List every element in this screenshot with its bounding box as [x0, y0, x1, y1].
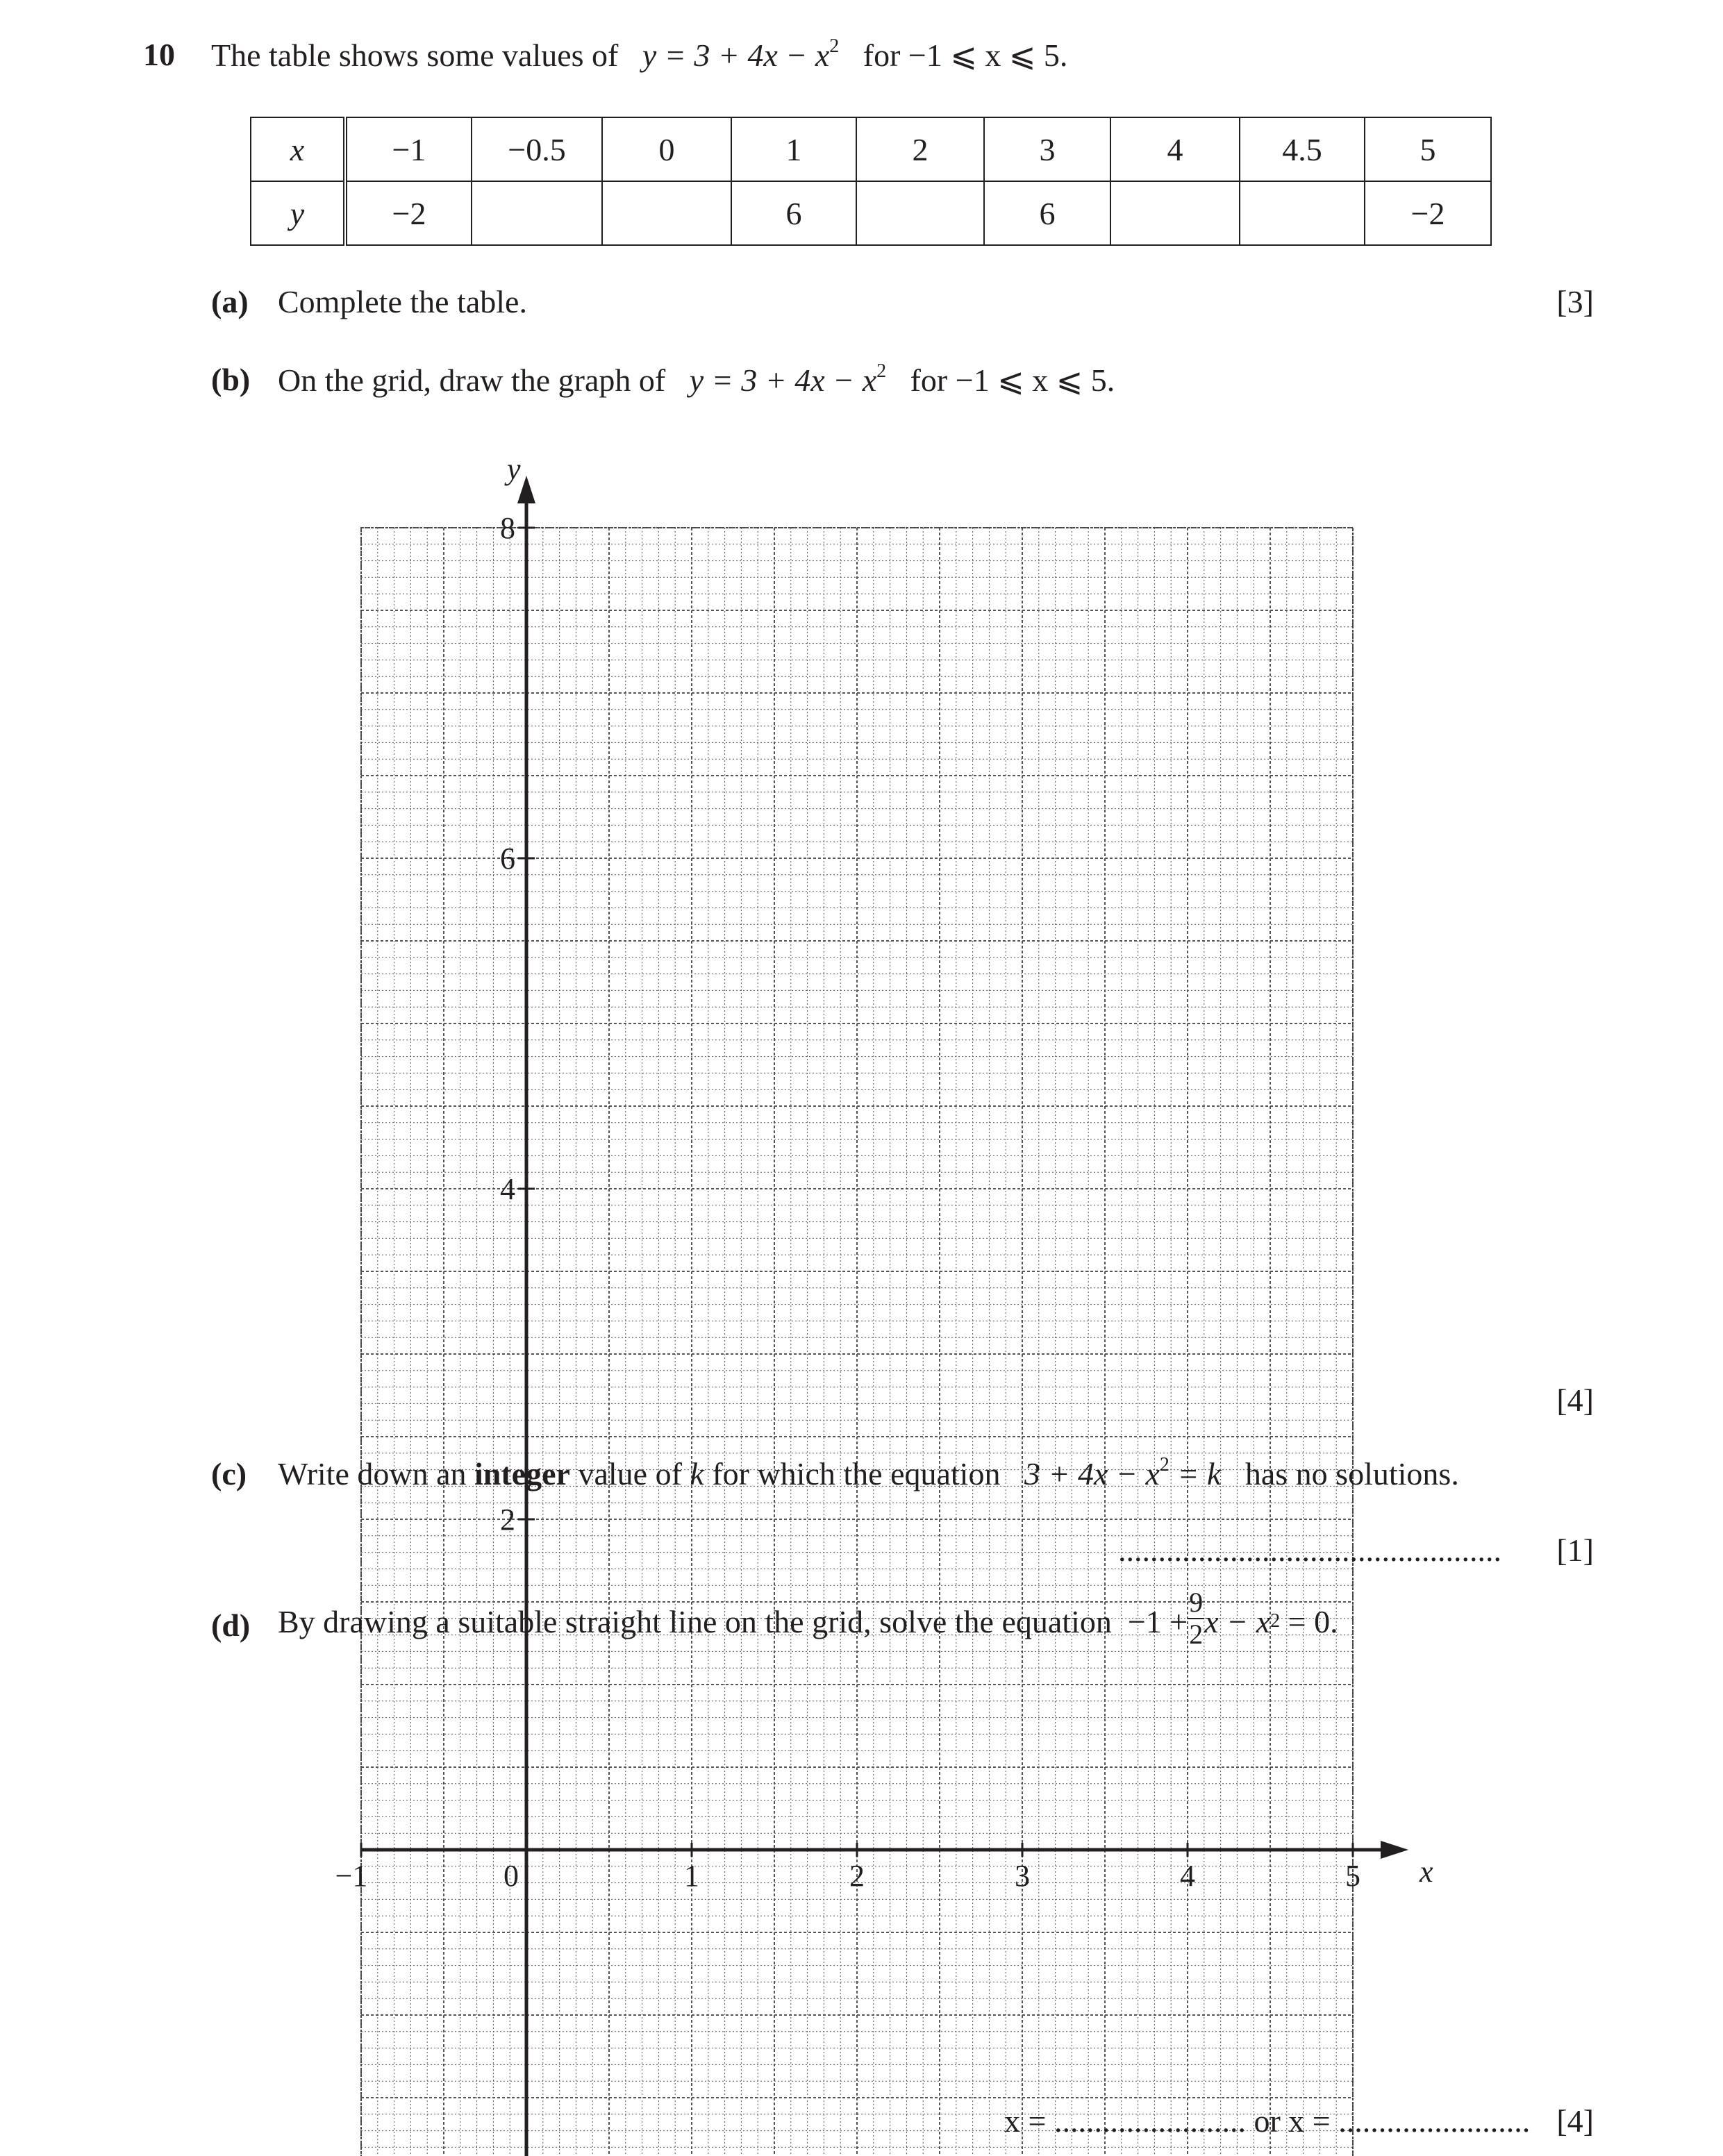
answer-x2[interactable]: x = ........................ — [1288, 2103, 1531, 2139]
table-cell: −1 — [345, 117, 472, 181]
part-b-marks: [4] — [1556, 1382, 1594, 1418]
part-a-text: Complete the table. — [278, 284, 527, 319]
x-tick-label: −1 — [335, 1859, 368, 1893]
y-tick-label: 2 — [500, 1503, 515, 1537]
part-b-text: On the grid, draw the graph of $y = 3 + 4x - x^2$ for −1 ⩽ x ⩽ 5. — [278, 360, 1115, 398]
answer-x1[interactable]: x = ........................ — [1004, 2103, 1246, 2139]
intro-equation: y = 3 + 4x − x — [642, 37, 830, 73]
table-cell: 4.5 — [1240, 117, 1365, 181]
table-cell-blank[interactable] — [1110, 181, 1240, 245]
table-cell: 1 — [731, 117, 856, 181]
table-row-x — [251, 117, 1491, 181]
part-b-instruction: On the grid, draw the graph of — [278, 362, 666, 398]
part-c-var: k — [690, 1456, 704, 1491]
part-c-bold: integer — [474, 1456, 570, 1491]
table-cell-blank[interactable] — [1240, 181, 1365, 245]
x-tick-label: 1 — [684, 1859, 699, 1893]
part-d-eq-mid: x − x — [1204, 1603, 1271, 1639]
part-d-label: (d) — [211, 1607, 251, 1643]
table-cell: 0 — [602, 117, 731, 181]
table-y-label: y — [251, 181, 345, 245]
values-table — [250, 117, 1492, 246]
x-tick-label: 5 — [1345, 1859, 1360, 1893]
question-intro: The table shows some values of $y = 3 + 4x - x^2$ for −1 ⩽ x ⩽ 5. — [211, 35, 1068, 73]
part-c-equation: 3 + 4x − x — [1024, 1456, 1160, 1491]
table-cell: −2 — [345, 181, 472, 245]
y-tick-label: 6 — [500, 842, 515, 876]
y-tick-label: 8 — [500, 511, 515, 545]
table-cell: 4 — [1110, 117, 1240, 181]
fraction-numerator: 9 — [1189, 1587, 1204, 1618]
table-cell: 6 — [731, 181, 856, 245]
part-c-text-4: has no solutions. — [1245, 1456, 1459, 1491]
part-c-text-3: for which the equation — [712, 1456, 1001, 1491]
question-number: 10 — [143, 37, 175, 72]
part-a-label: (a) — [211, 284, 249, 319]
part-d-eq-end: = 0. — [1288, 1603, 1338, 1639]
part-b-equation: y = 3 + 4x − x — [689, 362, 877, 398]
part-c-marks: [1] — [1556, 1532, 1594, 1568]
y-tick-label: 4 — [500, 1172, 515, 1206]
part-c-text: Write down an integer value of k for which the equation $3 + 4x - x^2 = k$ has no solutions. — [278, 1454, 1459, 1491]
part-b-range: for −1 ⩽ x ⩽ 5. — [910, 362, 1115, 398]
fraction-denominator: 2 — [1189, 1619, 1204, 1650]
x-axis-label: x — [1420, 1855, 1433, 1889]
x-tick-label: 3 — [1015, 1859, 1030, 1893]
part-d-instruction: By drawing a suitable straight line on the grid, solve the equation — [278, 1603, 1112, 1639]
table-cell: −2 — [1365, 181, 1491, 245]
table-row-y — [251, 181, 1491, 245]
x-tick-label: 2 — [849, 1859, 865, 1893]
table-cell: 3 — [984, 117, 1110, 181]
table-x-label: x — [251, 117, 345, 181]
axes — [361, 476, 1408, 2156]
table-cell: 2 — [856, 117, 984, 181]
table-cell-blank[interactable] — [856, 181, 984, 245]
part-b-label: (b) — [211, 362, 251, 397]
part-d-fraction — [1188, 1589, 1204, 1648]
intro-range: for −1 ⩽ x ⩽ 5. — [863, 37, 1068, 73]
part-c-answer-line[interactable]: ................................................ — [1118, 1532, 1501, 1568]
part-c-text-1: Write down an — [278, 1456, 467, 1491]
part-d-eq-start: −1 + — [1127, 1603, 1188, 1639]
table-cell: 5 — [1365, 117, 1491, 181]
x-tick-label: 0 — [503, 1859, 519, 1893]
answer-or: or — [1254, 2103, 1281, 2139]
y-axis-label: y — [507, 452, 521, 486]
part-c-equation-end: = k — [1177, 1456, 1222, 1491]
table-cell-blank[interactable] — [602, 181, 731, 245]
part-d-marks: [4] — [1556, 2103, 1594, 2139]
intro-text: The table shows some values of — [211, 37, 619, 73]
axis-labels — [335, 452, 1433, 2156]
table-cell: −0.5 — [472, 117, 602, 181]
x-tick-label: 4 — [1180, 1859, 1195, 1893]
part-c-label: (c) — [211, 1456, 247, 1491]
x-axis-arrow — [1381, 1841, 1408, 1859]
table-cell-blank[interactable] — [472, 181, 602, 245]
table-cell: 6 — [984, 181, 1110, 245]
part-c-text-2: value of — [578, 1456, 682, 1491]
part-a-marks: [3] — [1556, 284, 1594, 319]
part-d-text: By drawing a suitable straight line on the grid, solve the equation −1 + $\frac{9}{2}$ x − x 2 = 0. — [278, 1587, 1338, 1650]
part-d-answer[interactable] — [1004, 2103, 1530, 2139]
